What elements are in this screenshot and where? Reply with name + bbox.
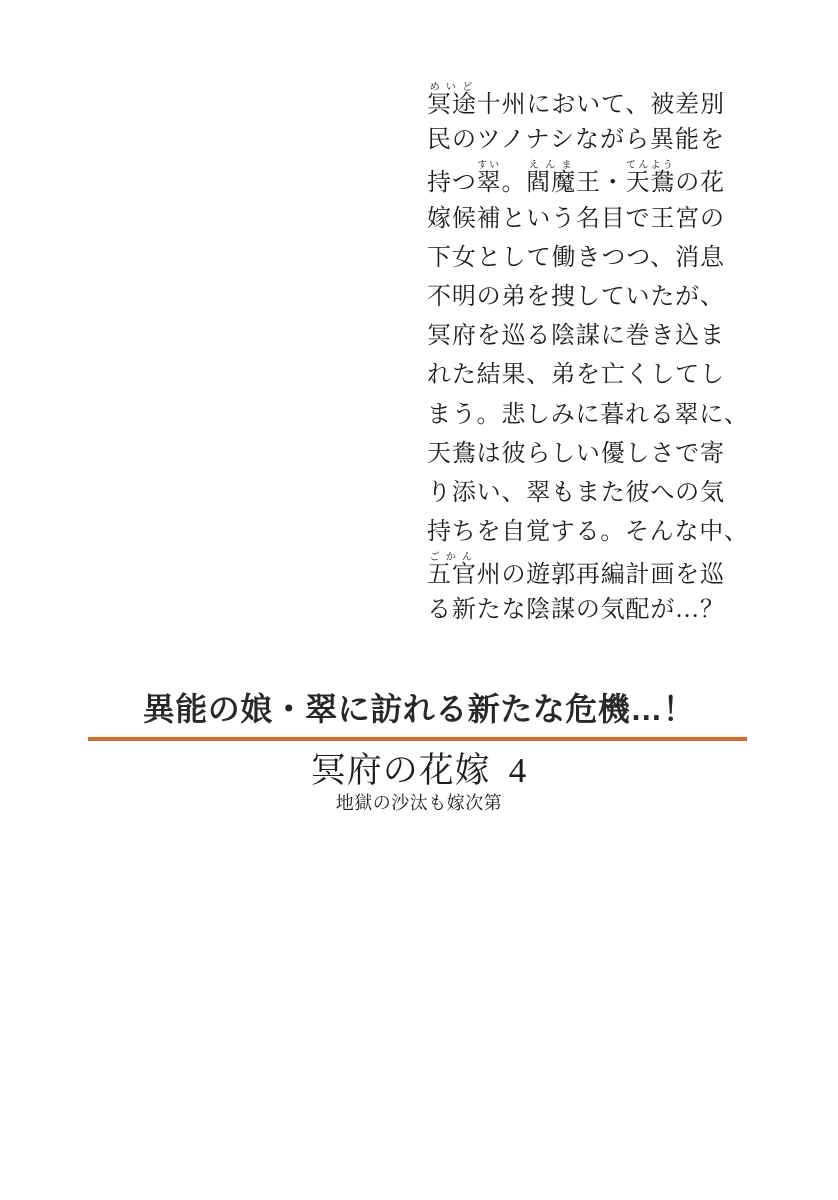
synopsis-line: 不明の弟を捜していたが、 xyxy=(427,283,724,310)
furigana-term: 五官ごかん xyxy=(427,552,477,589)
synopsis-line: る新たな陰謀の気配が…？ xyxy=(427,597,724,624)
synopsis-line: まう。悲しみに暮れる翠に、 xyxy=(427,401,748,428)
furigana-term: 閻魔えんま xyxy=(526,160,576,197)
synopsis-line: り添い、翠もまた彼への気 xyxy=(427,479,724,506)
furigana-term: 翠すい xyxy=(476,160,502,197)
synopsis-line: 民のツノナシながら異能を xyxy=(427,127,724,154)
synopsis-line: 天鴦は彼らしい優しさで寄 xyxy=(427,440,724,467)
synopsis-line: 持ちを自覚する。そんな中、 xyxy=(427,519,748,546)
title-main: 冥府の花嫁 xyxy=(310,751,491,790)
furigana-term: 冥途めいど xyxy=(427,82,477,118)
synopsis-line: 五官ごかん州の遊郭再編計画を巡 xyxy=(427,552,725,589)
book-subtitle: 地獄の沙汰も嫁次第 xyxy=(335,793,503,813)
tagline: 異能の娘・翠に訪れる新たな危機…！ xyxy=(142,691,696,727)
synopsis-text xyxy=(427,82,748,631)
furigana-term: 天鴦てんよう xyxy=(625,160,676,197)
title-block xyxy=(0,751,838,814)
synopsis-line: れた結果、弟を亡くしてし xyxy=(427,362,724,389)
volume-number: 4 xyxy=(508,751,528,790)
synopsis-line: 持つ翠すい。閻魔えんま王・天鴦てんようの花 xyxy=(427,160,725,197)
synopsis-line: 下女として働きつつ、消息 xyxy=(427,244,724,271)
synopsis-line: 冥府を巡る陰謀に巻き込ま xyxy=(427,323,724,350)
synopsis-line: 冥途めいど十州において、被差別 xyxy=(427,82,725,118)
synopsis-line: 嫁候補という名目で王宮の xyxy=(427,205,724,232)
divider-rule xyxy=(88,737,747,741)
book-title xyxy=(0,751,838,791)
